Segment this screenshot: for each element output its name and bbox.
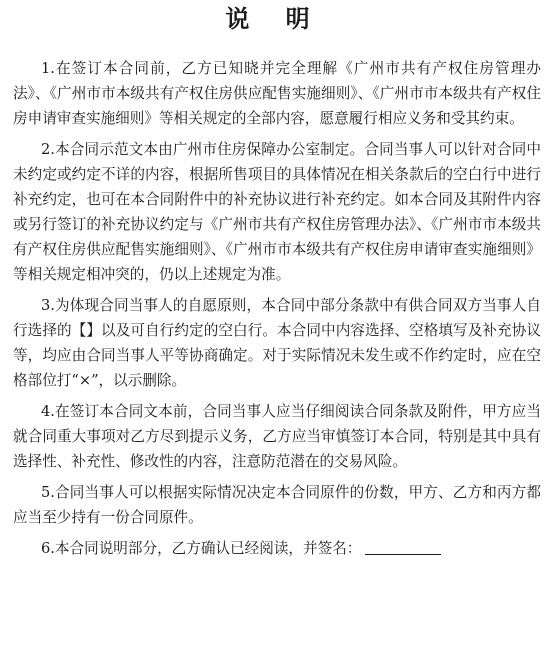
signature-blank[interactable] bbox=[365, 540, 441, 555]
paragraph-6-text: 6.本合同说明部分，乙方确认已经阅读，并签名： bbox=[41, 540, 362, 557]
paragraph-2: 2.本合同示范文本由广州市住房保障办公室制定。合同当事人可以针对合同中未约定或约定不详的内容，根据所售项目的具体情况在相关条款后的空白行中进行补充约定，也可在本合同附件中的补充协议进行补充约定。如本合同及其附件内容或另行签订的补充协议约定与《广州市共有产权住房管理办法》、《广州市市本级共有产权住房供应配售实施细则》、《广州市市本级共有产权住房申请审查实施细则》等相关规定相冲突的，仍以上述规定为准。 bbox=[13, 141, 541, 283]
paragraph-4: 4.在签订本合同文本前，合同当事人应当仔细阅读合同条款及附件，甲方应当就合同重大事项对乙方尽到提示义务，乙方应当审慎签订本合同，特别是其中具有选择性、补充性、修改性的内容，注意防范潜在的交易风险。 bbox=[13, 403, 541, 470]
paragraph-6 bbox=[13, 536, 541, 561]
document-body bbox=[13, 56, 541, 567]
paragraph-5: 5.合同当事人可以根据实际情况决定本合同原件的份数，甲方、乙方和丙方都应当至少持有一份合同原件。 bbox=[13, 484, 541, 526]
paragraph-3: 3.为体现合同当事人的自愿原则，本合同中部分条款中有供合同双方当事人自行选择的【】以及可自行约定的空白行。本合同中内容选择、空格填写及补充协议等，均应由合同当事人平等协商确定。对于实际情况未发生或不作约定时，应在空格部位打“×”，以示删除。 bbox=[13, 297, 541, 389]
document-title: 说 明 bbox=[225, 5, 324, 33]
paragraph-1: 1.在签订本合同前，乙方已知晓并完全理解《广州市共有产权住房管理办法》、《广州市市本级共有产权住房供应配售实施细则》、《广州市市本级共有产权住房申请审查实施细则》等相关规定的全部内容，愿意履行相应义务和受其约束。 bbox=[13, 60, 541, 127]
